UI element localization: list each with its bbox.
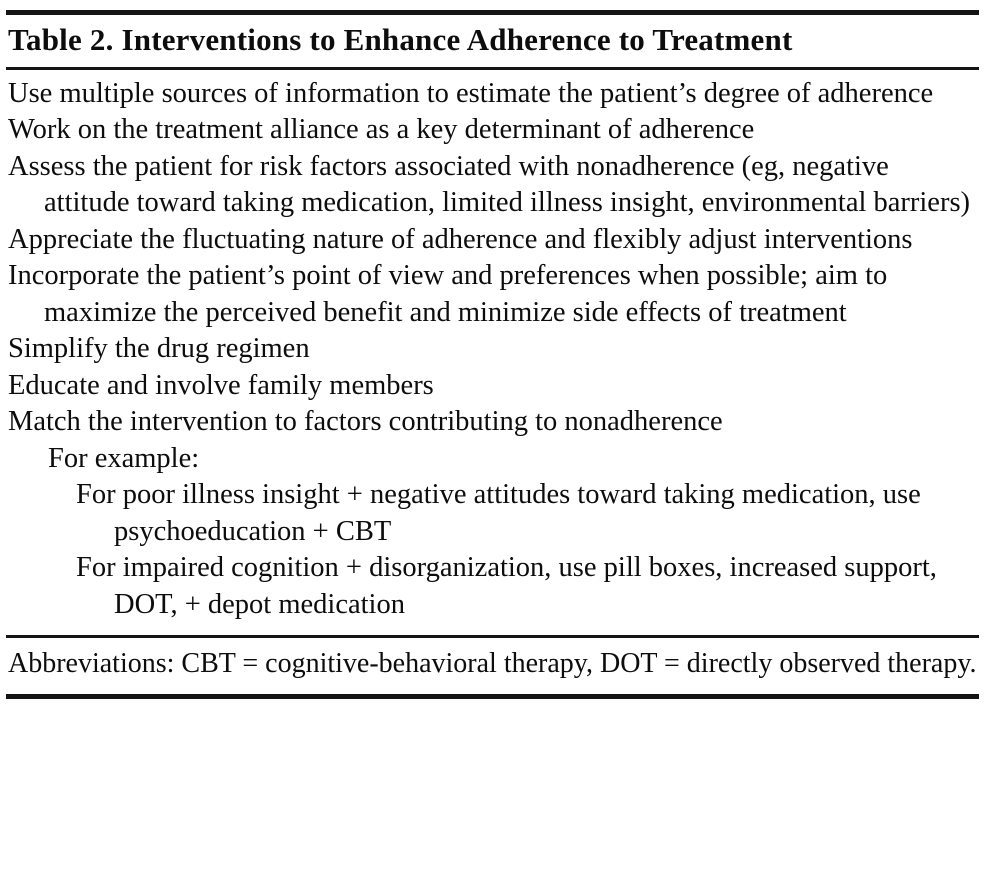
- list-item: Assess the patient for risk factors associated with nonadherence (eg, negative attitude toward taking medication, limited illness insight, environmental barriers): [8, 150, 971, 219]
- list-item: Incorporate the patient’s point of view and preferences when possible; aim to maximize the perceived benefit and minimize side effects of treatment: [8, 260, 888, 328]
- list-item: Appreciate the fluctuating nature of adherence and flexibly adjust interventions: [8, 223, 913, 255]
- table-footnote: [6, 638, 979, 694]
- list-item: Work on the treatment alliance as a key determinant of adherence: [8, 114, 755, 146]
- list-item: Simplify the drug regimen: [8, 333, 310, 365]
- list-item-sub: For example:: [48, 442, 200, 474]
- table-body: [6, 70, 979, 635]
- list-item-example: For impaired cognition + disorganization, use pill boxes, increased support, DOT, + depot medication: [76, 552, 937, 620]
- list-item: Educate and involve family members: [8, 369, 434, 401]
- list-item: Use multiple sources of information to estimate the patient’s degree of adherence: [8, 78, 934, 109]
- bottom-rule: [6, 694, 979, 699]
- table-title: Table 2. Interventions to Enhance Adherence to Treatment: [8, 22, 793, 57]
- list-item: Match the intervention to factors contributing to nonadherence: [8, 406, 723, 438]
- abbreviations-text: Abbreviations: CBT = cognitive-behavioral therapy, DOT = directly observed therapy.: [8, 648, 977, 680]
- list-item-example: For poor illness insight + negative attitudes toward taking medication, use psychoeducation + CBT: [76, 479, 921, 547]
